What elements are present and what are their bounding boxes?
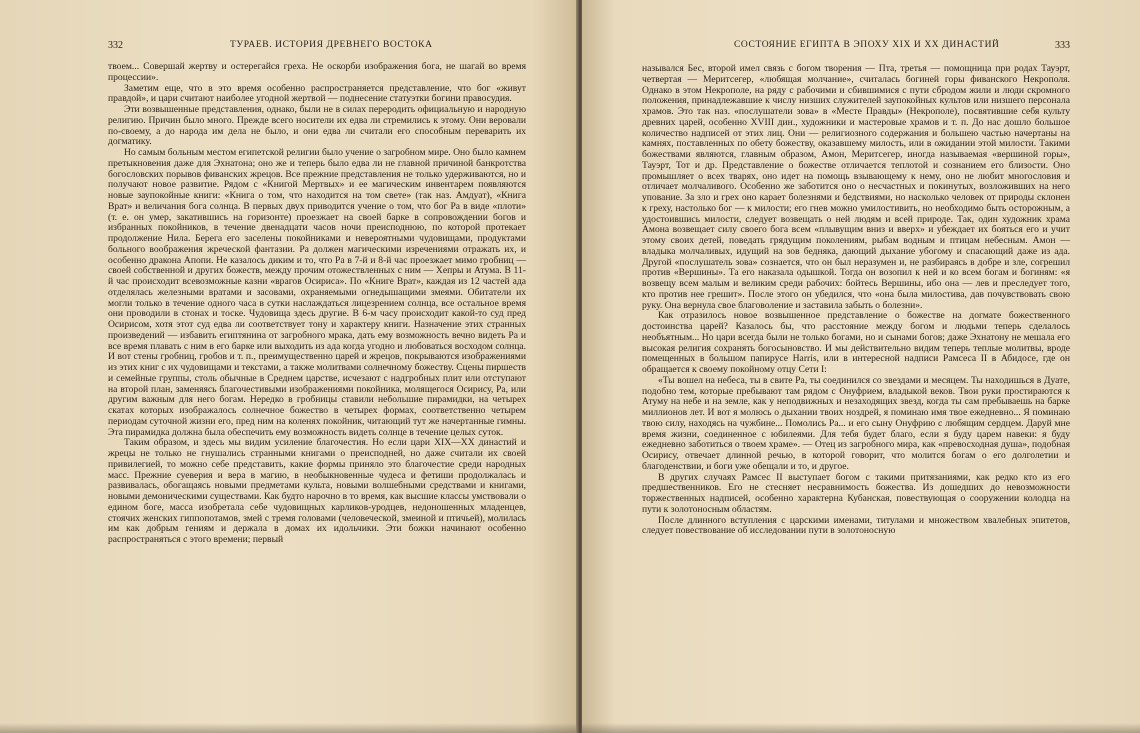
paragraph: назывался Бес, второй имел связь с богом творения — Пта, третья — помощница при родах Тауэрт, четвертая — Меритсегер, «любящая молчание», считалась богиней горы фиванского Некрополя. Однако в этом Некрополе, на ряду с рабочими и сбившимися с пути сбродом жили и люди скромного положения, принадлежавшие к числу низших служителей заупокойных культов или низшего персонала храмов. Это так наз. «послушатели зова» в «Месте Правды» (Некрополе), посвятившие себя культу древних царей, особенно XVIII дин., художники и мастеровые храмов и т. п. До нас дошло большое количество надписей от этих лиц. Они — религиозного содержания и большею частью начертаны на камнях, поставленных по обету божеству, оказавшему милость, или в ожидании этой милости. Такими божествами являются, главным образом, Амон, Меритсегер, иногда называемая «вершиной горы», Тауэрт, Тот и др. Представление о божестве отличается теплотой и сознанием его близости. Оно промышляет о всех тварях, оно идет на помощь взывающему к нему, оно не любит многословия и отличает молчаливого. Особенно же заботится оно о несчастных и покинутых, возложивших на него упование. За зло и грех оно карает болезнями и бедствиями, но насколько человек от природы склонен к греху, настолько бог — к милости; его гнев можно умилостивить, но необходимо быть осторожным, а удостоившись милости, следует возвещать о ней людям и всей природе. Так, один художник храма Амона возвещает силу своего бога всем «плывущим вниз и вверх» и убеждает их бояться его и учит этому своих детей, поведать грядущим поколениям, рыбам водным и птицам небесным. Амон — владыка молчаливых, идущий на зов бедняка, дающий дыхание убогому и спасающий даже из ада. Другой «послушатель зова» сознается, что он был неразумен и, не разбираясь в добре и зле, согрешил против «Вершины». Та его наказала одышкой. Тогда он возопил к ней и ко всем богам и богиням: «я возвещу всем малым и великим среди рабочих: бойтесь Вершины, ибо она — лев и преследует того, кто против нее грешит». После этого он убедился, что «она была милостива, дав почувствовать свою руку. Она вернула свое благоволение и заставила забыть о болезни». — [642, 63, 1070, 311]
left-running-head: ТУРАЕВ. ИСТОРИЯ ДРЕВНЕГО ВОСТОКА — [230, 40, 433, 50]
paragraph: Заметим еще, что в это время особенно распространяется представление, что бог «живут правдой», и цари считают наиболее угодной жертвой — поднесение статуэтки богини правосудия. — [108, 82, 526, 105]
paragraph: После длинного вступления с царскими именами, титулами и множеством хвалебных эпитетов, следует повествование об исследовании пути в золотоносную — [642, 514, 1070, 537]
left-body-text — [108, 62, 526, 546]
page-edge-shadow — [0, 723, 578, 733]
paragraph: В других случаях Рамсес II выступает богом с такими притязаниями, как редко кто из его предшественников. Его не стесняет несравнимость божества. Из дошедших до невозможности торжественных надписей, особенно характерна Кубанская, повествующая о сооружении колодца на пути к золотоносным областям. — [642, 471, 1070, 515]
paragraph: Как отразилось новое возвышенное представление о божестве на догмате божественного достоинства царей? Казалось бы, что расстояние между богом и людьми теперь сделалось необъятным... Но цари всегда были не только богами, но и сынами богов; даже Эхнатону не мешала его высокая религия сохранять богосыновство. И мы действительно видим теперь теплые молитвы, вроде помещенных в большом папирусе Harris, или в интересной надписи Рамсеса II в Абидосе, где он обращается к своему покойному отцу Сети I: — [642, 310, 1070, 375]
quotation: «Ты вошел на небеса, ты в свите Ра, ты соединился со звездами и месяцем. Ты находишься в Дуате, подобно тем, которые пребывают там рядом с Онуфрием, владыкой веков. Твои руки простираются к Атуму на небе и на земле, как у неподвижных и незаходящих звезд, когда ты сам пребываешь на барке миллионов лет. И вот я молюсь о дыхании твоих ноздрей, я поминаю имя твое ежедневно... Я поминаю твою силу, находясь на чужбине... Помолись Ра... и его сыну Онуфрию с любящим сердцем. Даруй мне время жизни, соединенное с юбилеями. Для тебя будет благо, если я буду царем навеки: я буду ежедневно заботиться о твоем храме». — Отец из загробного мира, как «превосходная душа», подобная Осирису, отвечает длинной речью, в которой говорит, что молится богам о его долголетии и благоденствии, и боги уже обещали и то, и другое. — [642, 374, 1070, 472]
right-running-head: СОСТОЯНИЕ ЕГИПТА В ЭПОХУ XIX И XX ДИНАСТИЙ — [734, 40, 1000, 50]
left-page-number: 332 — [108, 40, 123, 51]
page-edge-shadow — [582, 723, 1140, 733]
right-page-number: 333 — [1055, 40, 1070, 51]
right-body-text — [642, 64, 1070, 537]
paragraph: Эти возвышенные представления, однако, были не в силах переродить официальную и народную религию. Причин было много. Прежде всего носители их едва ли стремились к этому. Они веровали по-своему, а до народа им дела не было, и они едва ли считали его способным переварить их догматику. — [108, 104, 526, 148]
paragraph: Но самым больным местом египетской религии было учение о загробном мире. Оно было камнем претыкновения даже для Эхнатона; оно же и теперь было едва ли не главной причиной банкротства богословских порывов фиванских жрецов. Все прежние представления не только удерживаются, но и получают новое развитие. Рядом с «Книгой Мертвых» и ее магическим инвентарем появляются новые заупокойные книги: «Книга о том, что находится на том свете» (так наз. Амдуат), «Книга Врат» и величания бога солнца. В первых двух приводится учение о том, что бог Ра в виде «плоти» (т. е. он умер, закатившись на горизонте) проезжает на своей барке в сопровождении богов и избранных покойников, в течение двенадцати часов ночи преисподнюю, по которой протекает продолжение Нила. Берега его заселены покойниками и невероятными чудовищами, продуктами больного воображения жреческой фантазии. Ра должен магическими изречениями отражать их, и особенно дракона Апопи. Не казалось диким и то, что Ра в 7-й и 8-й час проезжает мимо гробниц — своей собственной и других божеств, между прочим отожествленных с ним — Хепры и Атума. В 11-й час происходит всевозможные казни «врагов Осириса». По «Книге Врат», каждая из 12 частей ада отделялась железными вратами и засовами, охраняемыми огнедышащими змеями. Обитатели их могли только в течение одного часа в сутки наслаждаться лицезрением солнца, все остальное время они проводили в стонах и тоске. Чудовища здесь другие. В 6-м часу происходит какой-то суд пред Осирисом, хотя этот суд едва ли соответствует тону и характеру книги. Назначение этих странных произведений — избавить египтянина от загробного мрака, дать ему возможность вечно видеть Ра и все время плавать с ним в его барке или выходить из ада когда угодно и любоваться восходом солнца. И вот стены гробниц, гробов и т. п., преимущественно царей и жрецов, покрываются изображениями из этих книг с их чудовищами и текстами, а также молитвами солнечному божеству. Сцены пиршеств и семейные группы, столь обычные в Среднем царстве, исчезают с надгробных плит или отступают на второй план, заменяясь благочестивыми изображениями покойника, молящегося Осирису, Ра, или другим важным для него богам. Нередко в гробницы ставили небольшие пирамидки, на четырех скатах которых изображалось солнечное божество в четырех формах, соответственно четырем периодам суточной жизни его, пред ним на коленях покойник, читающий тут же начертанные гимны. Эта пирамидка должна была обеспечить ему возможность видеть солнце в течение целых суток. — [108, 147, 526, 438]
paragraph: твоем... Совершай жертву и остерегайся греха. Не оскорби изображения бога, не шагай во время процессии». — [108, 61, 526, 83]
paragraph: Таким образом, и здесь мы видим усиление благочестия. Но если цари XIX—XX династий и жрецы не только не гнушались странными книгами о преисподней, но даже считали их своей привилегией, то можно себе представить, какие формы приняло это благочестие среди народных масс. Прежние суеверия и вера в магию, в необыкновенные чудеса и фетиши продолжалась и развивалась, обогащаясь новыми предметами культа, новыми волшебными средствами и книгами, новыми демоническими существами. Как будто нарочно в то время, как высшие классы умствовали о едином боге, масса изобретала себе чудовищных карликов-уродцев, недоношенных младенцев, стоячих женских гиппопотамов, змей с тремя головами (человеческой, змеиной и птичьей), молилась им как добрым гениям и держала в домах их идольчики. Эти божки начинают особенно распространяться с этого времени; первый — [108, 437, 526, 545]
right-page — [582, 0, 1140, 733]
